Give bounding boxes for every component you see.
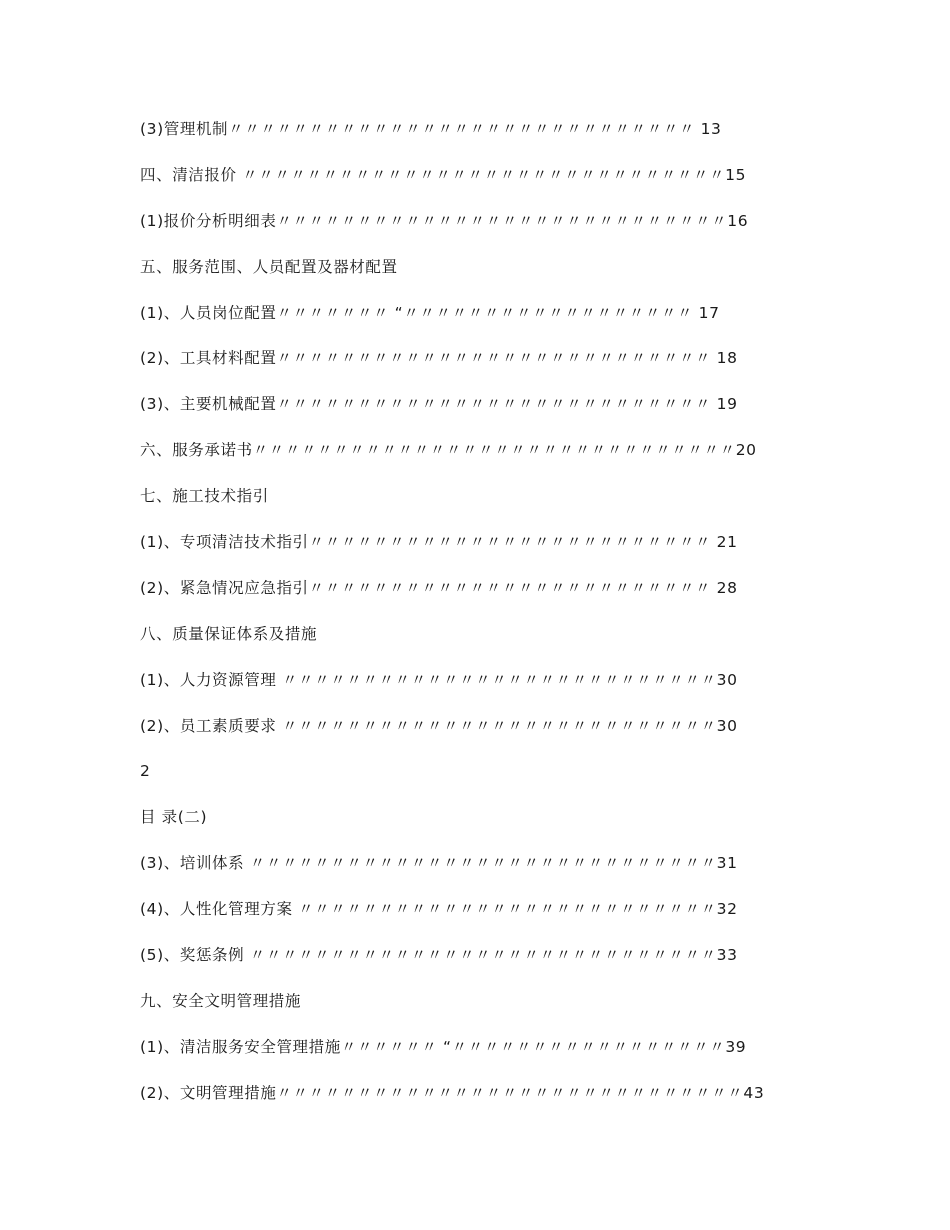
table-of-contents xyxy=(140,116,840,1126)
toc-entry xyxy=(140,391,840,437)
toc-section-heading xyxy=(140,254,840,300)
toc-entry xyxy=(140,713,840,759)
toc-entry xyxy=(140,850,840,896)
toc-entry-text: (5)、奖惩条例 〃〃〃〃〃〃〃〃〃〃〃〃〃〃〃〃〃〃〃〃〃〃〃〃〃〃〃〃〃33 xyxy=(140,946,738,965)
toc-title xyxy=(140,804,840,850)
toc-entry-text: (1)、清洁服务安全管理措施〃〃〃〃〃〃 “〃〃〃〃〃〃〃〃〃〃〃〃〃〃〃〃〃39 xyxy=(140,1037,747,1056)
toc-section-heading xyxy=(140,621,840,667)
toc-entry-text: (1)报价分析明细表〃〃〃〃〃〃〃〃〃〃〃〃〃〃〃〃〃〃〃〃〃〃〃〃〃〃〃〃16 xyxy=(140,211,749,230)
toc-entry-text: (3)、培训体系 〃〃〃〃〃〃〃〃〃〃〃〃〃〃〃〃〃〃〃〃〃〃〃〃〃〃〃〃〃31 xyxy=(140,854,738,873)
toc-entry-text: 六、服务承诺书〃〃〃〃〃〃〃〃〃〃〃〃〃〃〃〃〃〃〃〃〃〃〃〃〃〃〃〃〃〃20 xyxy=(140,441,757,460)
toc-entry xyxy=(140,1080,840,1126)
toc-entry xyxy=(140,345,840,391)
toc-entry xyxy=(140,208,840,254)
toc-entry xyxy=(140,667,840,713)
toc-entry xyxy=(140,896,840,942)
toc-entry xyxy=(140,1034,840,1080)
toc-entry xyxy=(140,575,840,621)
toc-entry-text: 四、清洁报价 〃〃〃〃〃〃〃〃〃〃〃〃〃〃〃〃〃〃〃〃〃〃〃〃〃〃〃〃〃〃15 xyxy=(140,165,747,184)
toc-entry-text: (2)、员工素质要求 〃〃〃〃〃〃〃〃〃〃〃〃〃〃〃〃〃〃〃〃〃〃〃〃〃〃〃30 xyxy=(140,716,738,735)
toc-entry xyxy=(140,942,840,988)
toc-entry-text: (3)、主要机械配置〃〃〃〃〃〃〃〃〃〃〃〃〃〃〃〃〃〃〃〃〃〃〃〃〃〃〃 19 xyxy=(140,395,738,414)
toc-section-heading xyxy=(140,483,840,529)
toc-heading-text: 九、安全文明管理措施 xyxy=(140,991,302,1010)
toc-entry-text: (2)、工具材料配置〃〃〃〃〃〃〃〃〃〃〃〃〃〃〃〃〃〃〃〃〃〃〃〃〃〃〃 18 xyxy=(140,349,738,368)
toc-entry xyxy=(140,300,840,346)
toc-heading-text: 七、施工技术指引 xyxy=(140,487,269,506)
page-number-text: 2 xyxy=(140,762,151,781)
toc-entry xyxy=(140,162,840,208)
toc-entry xyxy=(140,116,840,162)
toc-entry-text: (3)管理机制〃〃〃〃〃〃〃〃〃〃〃〃〃〃〃〃〃〃〃〃〃〃〃〃〃〃〃〃〃 13 xyxy=(140,120,722,138)
toc-heading-text: 八、质量保证体系及措施 xyxy=(140,624,318,643)
toc-entry-text: (4)、人性化管理方案 〃〃〃〃〃〃〃〃〃〃〃〃〃〃〃〃〃〃〃〃〃〃〃〃〃〃32 xyxy=(140,900,738,919)
toc-section-heading xyxy=(140,988,840,1034)
toc-entry-text: (2)、文明管理措施〃〃〃〃〃〃〃〃〃〃〃〃〃〃〃〃〃〃〃〃〃〃〃〃〃〃〃〃〃43 xyxy=(140,1083,765,1102)
toc-entry xyxy=(140,437,840,483)
page-number xyxy=(140,758,840,804)
toc-entry xyxy=(140,529,840,575)
toc-heading-text: 五、服务范围、人员配置及器材配置 xyxy=(140,257,398,276)
toc-entry-text: (1)、专项清洁技术指引〃〃〃〃〃〃〃〃〃〃〃〃〃〃〃〃〃〃〃〃〃〃〃〃〃 21 xyxy=(140,533,738,552)
toc-entry-text: (1)、人员岗位配置〃〃〃〃〃〃〃 “〃〃〃〃〃〃〃〃〃〃〃〃〃〃〃〃〃〃 17 xyxy=(140,303,720,322)
toc-entry-text: (1)、人力资源管理 〃〃〃〃〃〃〃〃〃〃〃〃〃〃〃〃〃〃〃〃〃〃〃〃〃〃〃30 xyxy=(140,670,738,689)
toc-title-text: 目 录(二) xyxy=(140,808,208,827)
toc-entry-text: (2)、紧急情况应急指引〃〃〃〃〃〃〃〃〃〃〃〃〃〃〃〃〃〃〃〃〃〃〃〃〃 28 xyxy=(140,578,738,597)
